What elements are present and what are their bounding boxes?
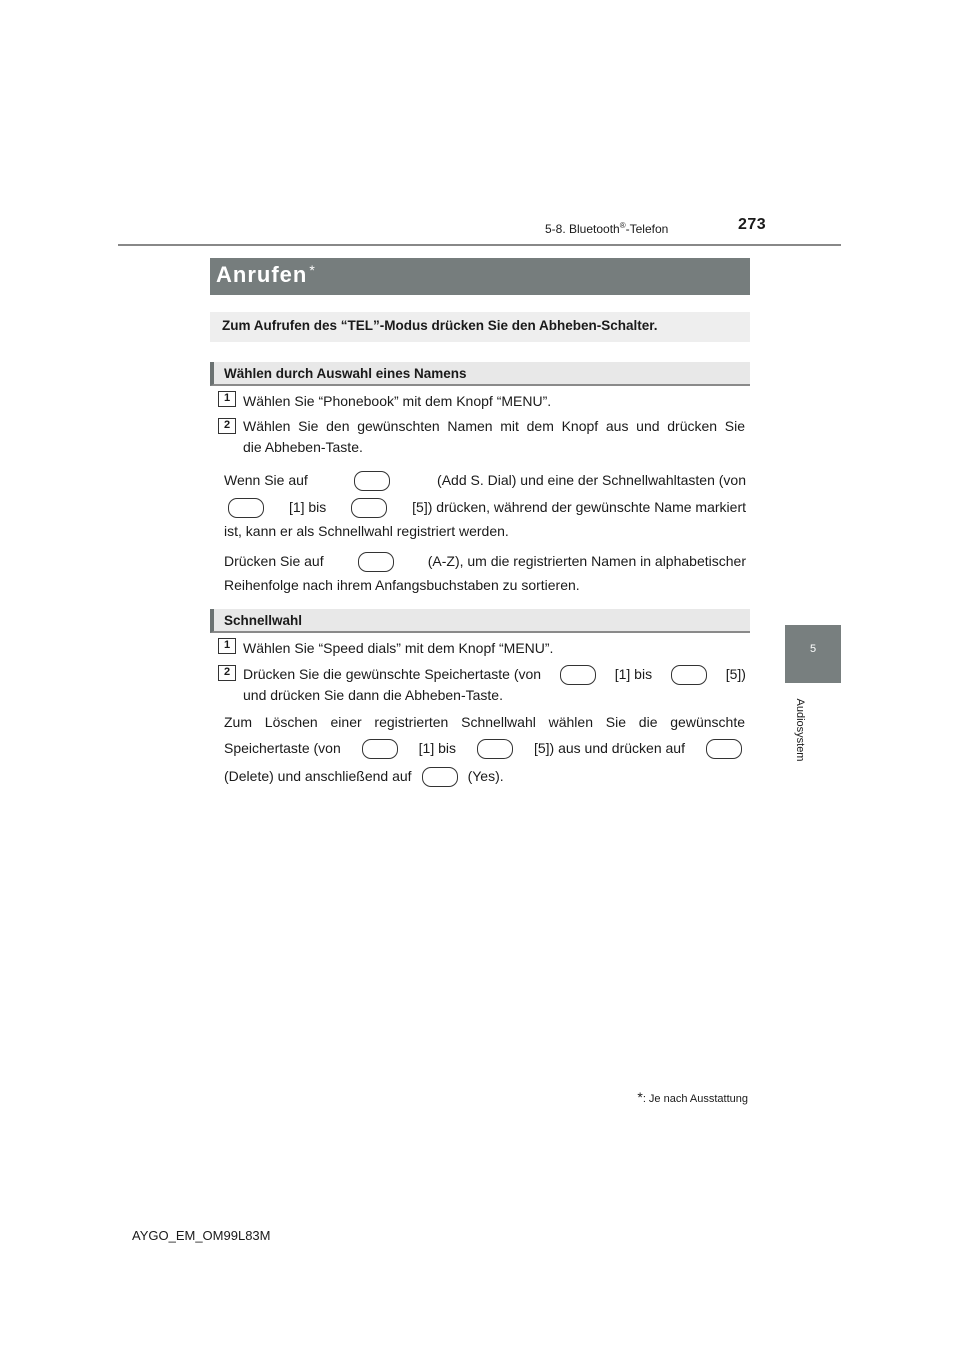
chapter-tab: 5 [785,625,841,683]
speed-dial-5-button-icon [351,498,387,518]
speed-dial-1-button-icon [228,498,264,518]
paragraph-line: [1] bis [5]) drücken, während der gewünschte Name markiert [228,497,746,518]
asterisk-marker: * [637,1089,643,1105]
yes-button-icon [422,767,458,787]
paragraph-line: Speichertaste (von [1] bis [5]) aus und drücken auf [224,738,742,759]
document-code: AYGO_EM_OM99L83M [132,1228,271,1243]
step-number: 1 [218,638,236,654]
paragraph-line: ist, kann er als Schnellwahl registriert werden. [224,523,509,539]
step-text: Wählen Sie “Speed dials” mit dem Knopf “MENU”. [243,640,554,656]
section-reference: 5-8. Bluetooth®-Telefon [545,221,669,236]
paragraph-line: Wenn Sie auf (Add S. Dial) und eine der Schnellwahltasten (von [224,470,746,491]
page-title: Anrufen * [216,262,316,287]
step-text: Wählen Sie “Phonebook” mit dem Knopf “MENU”. [243,393,552,409]
step-number: 1 [218,391,236,407]
step-number: 2 [218,418,236,434]
step-number: 2 [218,665,236,681]
paragraph-line: Zum Löschen einer registrierten Schnellwahl wählen Sie die gewünschte [224,714,745,730]
step-text: und drücken Sie dann die Abheben-Taste. [243,687,503,703]
speed-dial-5-button-icon [671,665,707,685]
delete-button-icon [706,739,742,759]
step-text: die Abheben-Taste. [243,439,363,455]
step-text: Wählen Sie den gewünschten Namen mit dem Knopf aus und drücken Sie [243,418,745,434]
lead-box: Zum Aufrufen des “TEL”-Modus drücken Sie den Abheben-Schalter. [210,312,750,342]
page-number: 273 [738,216,767,233]
page-title-bar [210,258,750,295]
paragraph-line: Drücken Sie auf (A-Z), um die registrierten Namen in alphabetischer [224,551,746,572]
paragraph-line: Reihenfolge nach ihrem Anfangsbuchstaben zu sortieren. [224,577,580,593]
chapter-label: Audiosystem [794,698,806,762]
paragraph-line: (Delete) und anschließend auf (Yes). [224,766,504,787]
header-divider [118,244,841,246]
step-text-line: Drücken Sie die gewünschte Speichertaste (von [1] bis [5]) [243,664,746,685]
speed-dial-1-button-icon [560,665,596,685]
section-heading-speed-dial: Schnellwahl [210,609,750,633]
add-speed-dial-button-icon [354,471,390,491]
sort-a-z-button-icon [358,552,394,572]
speed-dial-1-button-icon [362,739,398,759]
speed-dial-5-button-icon [477,739,513,759]
section-heading-name-dial: Wählen durch Auswahl eines Namens [210,362,750,386]
footnote: *: Je nach Ausstattung [637,1089,748,1105]
asterisk-marker: * [309,262,316,278]
